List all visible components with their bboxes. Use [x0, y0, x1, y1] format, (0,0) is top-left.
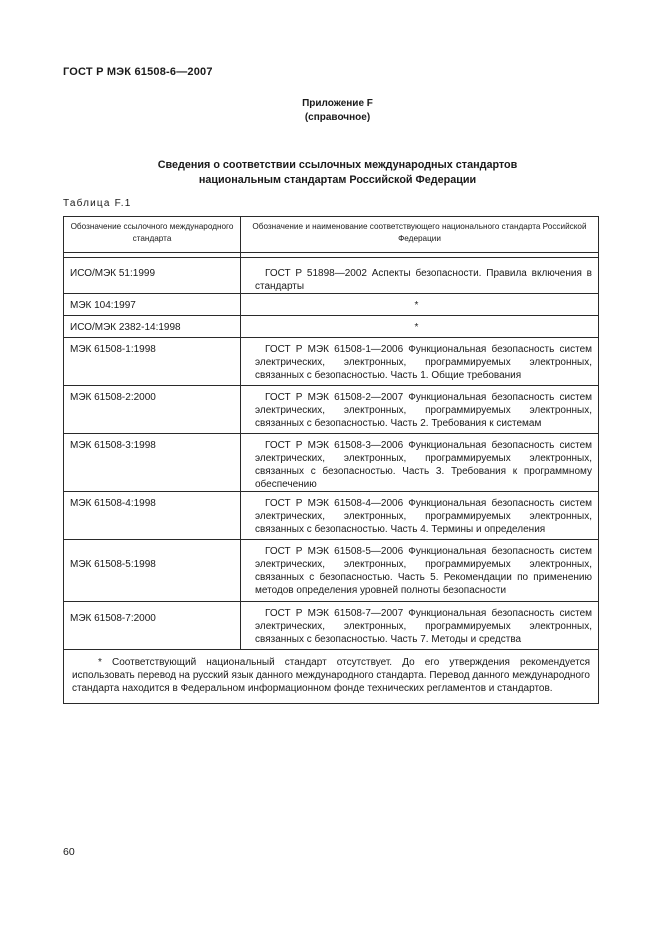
appendix-block	[0, 97, 661, 125]
standard-code: ИСО/МЭК 2382-14:1998	[64, 316, 241, 338]
section-heading	[0, 158, 661, 188]
standard-code: МЭК 61508-4:1998	[64, 492, 241, 540]
standard-name-text: ГОСТ Р МЭК 61508-3—2006 Функциональная безопасность систем электрических, электронных, программируемых электронных, связанных с безопасностью. Часть 3. Требования к программному обеспечению	[255, 440, 592, 490]
standard-code: МЭК 104:1997	[64, 294, 241, 316]
standard-name	[241, 258, 599, 294]
standard-name: *	[241, 294, 599, 316]
footnote-text: * Соответствующий национальный стандарт отсутствует. До его утверждения рекомендуется использовать перевод на русский язык данного международного стандарта. Перевод данного международного стандарта находится в Федеральном информационном фонде технических регламентов и стандартов.	[72, 657, 590, 694]
appendix-subtitle: (справочное)	[304, 112, 371, 123]
standard-name-text: ГОСТ Р МЭК 61508-4—2006 Функциональная безопасность систем электрических, электронных, программируемых электронных, связанных с безопасностью. Часть 4. Термины и определения	[255, 498, 592, 535]
table-row	[64, 386, 599, 434]
standard-code: ИСО/МЭК 51:1999	[64, 258, 241, 294]
table-row	[64, 316, 599, 338]
table-row	[64, 602, 599, 650]
col2-header: Обозначение и наименование соответствующего национального стандарта Российской Федерации	[241, 217, 599, 253]
appendix-title: Приложение F	[302, 98, 373, 109]
col1-header: Обозначение ссылочного международного стандарта	[64, 217, 241, 253]
heading-line-2: национальным стандартам Российской Федерации	[198, 174, 477, 186]
table-row	[64, 338, 599, 386]
standard-name	[241, 602, 599, 650]
standard-name	[241, 338, 599, 386]
table-footnote	[64, 650, 599, 704]
correspondence-table	[63, 216, 599, 704]
table-header-row	[64, 217, 599, 253]
standard-code: МЭК 61508-5:1998	[64, 540, 241, 602]
table-row	[64, 258, 599, 294]
standard-name-text: ГОСТ Р МЭК 61508-2—2007 Функциональная безопасность систем электрических, электронных, программируемых электронных, связанных с безопасностью. Часть 2. Требования к системам	[255, 392, 592, 429]
table-row	[64, 540, 599, 602]
page-number: 60	[63, 846, 75, 858]
table-row	[64, 294, 599, 316]
standard-name	[241, 386, 599, 434]
standard-code: МЭК 61508-2:2000	[64, 386, 241, 434]
standard-name-text: ГОСТ Р 51898—2002 Аспекты безопасности. Правила включения в стандарты	[255, 268, 592, 292]
standard-code: МЭК 61508-3:1998	[64, 434, 241, 492]
standard-name-text: ГОСТ Р МЭК 61508-1—2006 Функциональная безопасность систем электрических, электронных, программируемых электронных, связанных с безопасностью. Часть 1. Общие требования	[255, 344, 592, 381]
heading-line-1: Сведения о соответствии ссылочных международных стандартов	[157, 159, 518, 171]
standard-name-text: ГОСТ Р МЭК 61508-5—2006 Функциональная безопасность систем электрических, электронных, программируемых электронных, связанных с безопасностью. Часть 5. Рекомендации по применению методов определения уровней полноты безопасности	[255, 546, 592, 596]
table-footnote-row	[64, 650, 599, 704]
standard-code: МЭК 61508-1:1998	[64, 338, 241, 386]
standard-name: *	[241, 316, 599, 338]
standard-name	[241, 540, 599, 602]
table-row	[64, 434, 599, 492]
standard-name	[241, 434, 599, 492]
table-row	[64, 492, 599, 540]
standard-name-text: ГОСТ Р МЭК 61508-7—2007 Функциональная безопасность систем электрических, электронных, программируемых электронных, связанных с безопасностью. Часть 7. Методы и средства	[255, 608, 592, 645]
standard-name	[241, 492, 599, 540]
table-label: Таблица F.1	[63, 198, 132, 209]
document-header: ГОСТ Р МЭК 61508-6—2007	[63, 66, 213, 78]
standard-code: МЭК 61508-7:2000	[64, 602, 241, 650]
